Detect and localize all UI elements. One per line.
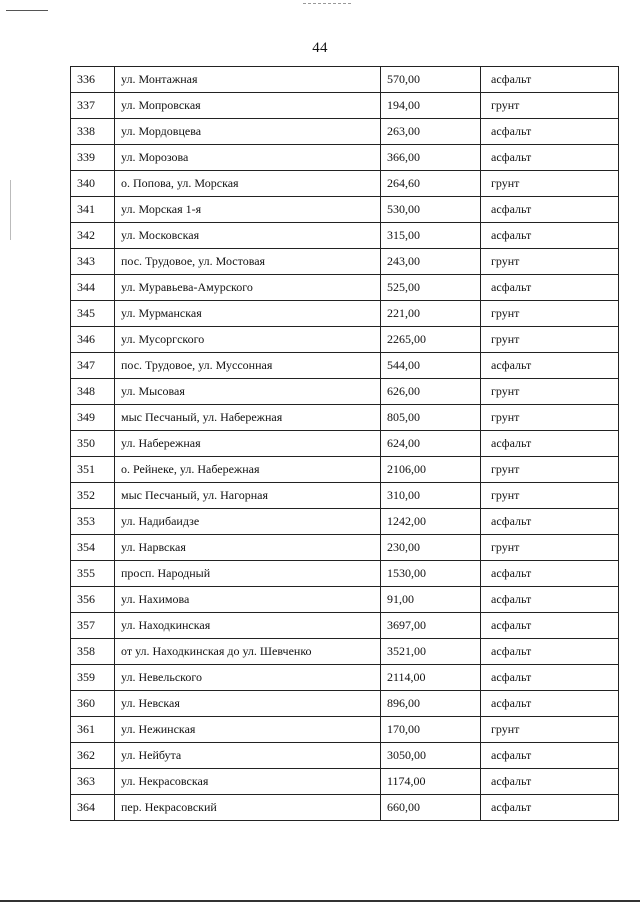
row-number-cell: 348 (71, 379, 115, 405)
surface-type-cell: асфальт (481, 223, 619, 249)
row-number-cell: 346 (71, 327, 115, 353)
street-name-cell: ул. Монтажная (115, 67, 381, 93)
table-row (71, 301, 619, 327)
table-row (71, 587, 619, 613)
table-row (71, 769, 619, 795)
street-name-cell: ул. Мысовая (115, 379, 381, 405)
row-number-cell: 360 (71, 691, 115, 717)
row-number-cell: 349 (71, 405, 115, 431)
surface-type-cell: грунт (481, 535, 619, 561)
surface-type-cell: асфальт (481, 769, 619, 795)
roads-table-body (71, 67, 619, 821)
table-row (71, 665, 619, 691)
row-number-cell: 356 (71, 587, 115, 613)
row-number-cell: 364 (71, 795, 115, 821)
row-number-cell: 343 (71, 249, 115, 275)
street-name-cell: ул. Мордовцева (115, 119, 381, 145)
road-length-cell: 2265,00 (381, 327, 481, 353)
row-number-cell: 345 (71, 301, 115, 327)
table-row (71, 483, 619, 509)
table-row (71, 457, 619, 483)
street-name-cell: ул. Московская (115, 223, 381, 249)
surface-type-cell: асфальт (481, 275, 619, 301)
road-length-cell: 1530,00 (381, 561, 481, 587)
row-number-cell: 342 (71, 223, 115, 249)
table-row (71, 379, 619, 405)
road-length-cell: 170,00 (381, 717, 481, 743)
road-length-cell: 1242,00 (381, 509, 481, 535)
street-name-cell: ул. Мусоргского (115, 327, 381, 353)
surface-type-cell: асфальт (481, 691, 619, 717)
street-name-cell: ул. Невельского (115, 665, 381, 691)
street-name-cell: мыс Песчаный, ул. Набережная (115, 405, 381, 431)
row-number-cell: 357 (71, 613, 115, 639)
surface-type-cell: грунт (481, 171, 619, 197)
road-length-cell: 570,00 (381, 67, 481, 93)
surface-type-cell: грунт (481, 717, 619, 743)
road-length-cell: 221,00 (381, 301, 481, 327)
surface-type-cell: асфальт (481, 743, 619, 769)
roads-table-container (70, 66, 618, 821)
table-row (71, 249, 619, 275)
surface-type-cell: асфальт (481, 795, 619, 821)
street-name-cell: мыс Песчаный, ул. Нагорная (115, 483, 381, 509)
road-length-cell: 3050,00 (381, 743, 481, 769)
table-row (71, 509, 619, 535)
road-length-cell: 530,00 (381, 197, 481, 223)
surface-type-cell: грунт (481, 379, 619, 405)
surface-type-cell: асфальт (481, 639, 619, 665)
street-name-cell: ул. Мопровская (115, 93, 381, 119)
street-name-cell: просп. Народный (115, 561, 381, 587)
road-length-cell: 3521,00 (381, 639, 481, 665)
table-row (71, 405, 619, 431)
road-length-cell: 264,60 (381, 171, 481, 197)
road-length-cell: 525,00 (381, 275, 481, 301)
street-name-cell: о. Попова, ул. Морская (115, 171, 381, 197)
table-row (71, 613, 619, 639)
row-number-cell: 352 (71, 483, 115, 509)
road-length-cell: 230,00 (381, 535, 481, 561)
table-row (71, 145, 619, 171)
table-row (71, 327, 619, 353)
row-number-cell: 362 (71, 743, 115, 769)
row-number-cell: 340 (71, 171, 115, 197)
surface-type-cell: грунт (481, 405, 619, 431)
surface-type-cell: грунт (481, 301, 619, 327)
row-number-cell: 353 (71, 509, 115, 535)
row-number-cell: 344 (71, 275, 115, 301)
surface-type-cell: асфальт (481, 613, 619, 639)
table-row (71, 639, 619, 665)
row-number-cell: 351 (71, 457, 115, 483)
table-row (71, 561, 619, 587)
road-length-cell: 315,00 (381, 223, 481, 249)
table-row (71, 431, 619, 457)
table-row (71, 171, 619, 197)
road-length-cell: 2106,00 (381, 457, 481, 483)
row-number-cell: 338 (71, 119, 115, 145)
road-length-cell: 310,00 (381, 483, 481, 509)
surface-type-cell: асфальт (481, 119, 619, 145)
table-row (71, 223, 619, 249)
street-name-cell: ул. Нарвская (115, 535, 381, 561)
table-row (71, 197, 619, 223)
surface-type-cell: асфальт (481, 145, 619, 171)
street-name-cell: ул. Невская (115, 691, 381, 717)
scan-artifact-margin-line (10, 180, 11, 240)
street-name-cell: ул. Некрасовская (115, 769, 381, 795)
surface-type-cell: асфальт (481, 431, 619, 457)
road-length-cell: 194,00 (381, 93, 481, 119)
row-number-cell: 339 (71, 145, 115, 171)
road-length-cell: 624,00 (381, 431, 481, 457)
row-number-cell: 347 (71, 353, 115, 379)
surface-type-cell: грунт (481, 483, 619, 509)
street-name-cell: пер. Некрасовский (115, 795, 381, 821)
page-number: 44 (312, 40, 328, 56)
row-number-cell: 355 (71, 561, 115, 587)
street-name-cell: ул. Мурманская (115, 301, 381, 327)
surface-type-cell: грунт (481, 93, 619, 119)
street-name-cell: ул. Морозова (115, 145, 381, 171)
row-number-cell: 361 (71, 717, 115, 743)
street-name-cell: пос. Трудовое, ул. Муссонная (115, 353, 381, 379)
road-length-cell: 3697,00 (381, 613, 481, 639)
street-name-cell: ул. Находкинская (115, 613, 381, 639)
road-length-cell: 660,00 (381, 795, 481, 821)
row-number-cell: 354 (71, 535, 115, 561)
page-bottom-rule (0, 900, 640, 902)
road-length-cell: 1174,00 (381, 769, 481, 795)
surface-type-cell: грунт (481, 327, 619, 353)
table-row (71, 119, 619, 145)
table-row (71, 67, 619, 93)
street-name-cell: ул. Надибаидзе (115, 509, 381, 535)
surface-type-cell: асфальт (481, 665, 619, 691)
road-length-cell: 366,00 (381, 145, 481, 171)
row-number-cell: 363 (71, 769, 115, 795)
street-name-cell: о. Рейнеке, ул. Набережная (115, 457, 381, 483)
street-name-cell: ул. Муравьева-Амурского (115, 275, 381, 301)
table-row (71, 743, 619, 769)
roads-table (70, 66, 619, 821)
street-name-cell: ул. Нежинская (115, 717, 381, 743)
surface-type-cell: асфальт (481, 67, 619, 93)
row-number-cell: 337 (71, 93, 115, 119)
street-name-cell: ул. Нейбута (115, 743, 381, 769)
surface-type-cell: грунт (481, 457, 619, 483)
row-number-cell: 341 (71, 197, 115, 223)
table-row (71, 93, 619, 119)
table-row (71, 717, 619, 743)
row-number-cell: 359 (71, 665, 115, 691)
street-name-cell: пос. Трудовое, ул. Мостовая (115, 249, 381, 275)
surface-type-cell: асфальт (481, 561, 619, 587)
street-name-cell: ул. Набережная (115, 431, 381, 457)
scan-artifact-line (6, 10, 48, 11)
road-length-cell: 896,00 (381, 691, 481, 717)
road-length-cell: 2114,00 (381, 665, 481, 691)
row-number-cell: 358 (71, 639, 115, 665)
table-row (71, 535, 619, 561)
row-number-cell: 350 (71, 431, 115, 457)
table-row (71, 275, 619, 301)
road-length-cell: 91,00 (381, 587, 481, 613)
surface-type-cell: асфальт (481, 353, 619, 379)
surface-type-cell: асфальт (481, 587, 619, 613)
table-row (71, 795, 619, 821)
surface-type-cell: асфальт (481, 197, 619, 223)
scan-artifact-dash (303, 3, 351, 4)
road-length-cell: 263,00 (381, 119, 481, 145)
row-number-cell: 336 (71, 67, 115, 93)
surface-type-cell: грунт (481, 249, 619, 275)
street-name-cell: от ул. Находкинская до ул. Шевченко (115, 639, 381, 665)
table-row (71, 691, 619, 717)
street-name-cell: ул. Морская 1-я (115, 197, 381, 223)
street-name-cell: ул. Нахимова (115, 587, 381, 613)
road-length-cell: 243,00 (381, 249, 481, 275)
table-row (71, 353, 619, 379)
road-length-cell: 544,00 (381, 353, 481, 379)
road-length-cell: 626,00 (381, 379, 481, 405)
surface-type-cell: асфальт (481, 509, 619, 535)
road-length-cell: 805,00 (381, 405, 481, 431)
